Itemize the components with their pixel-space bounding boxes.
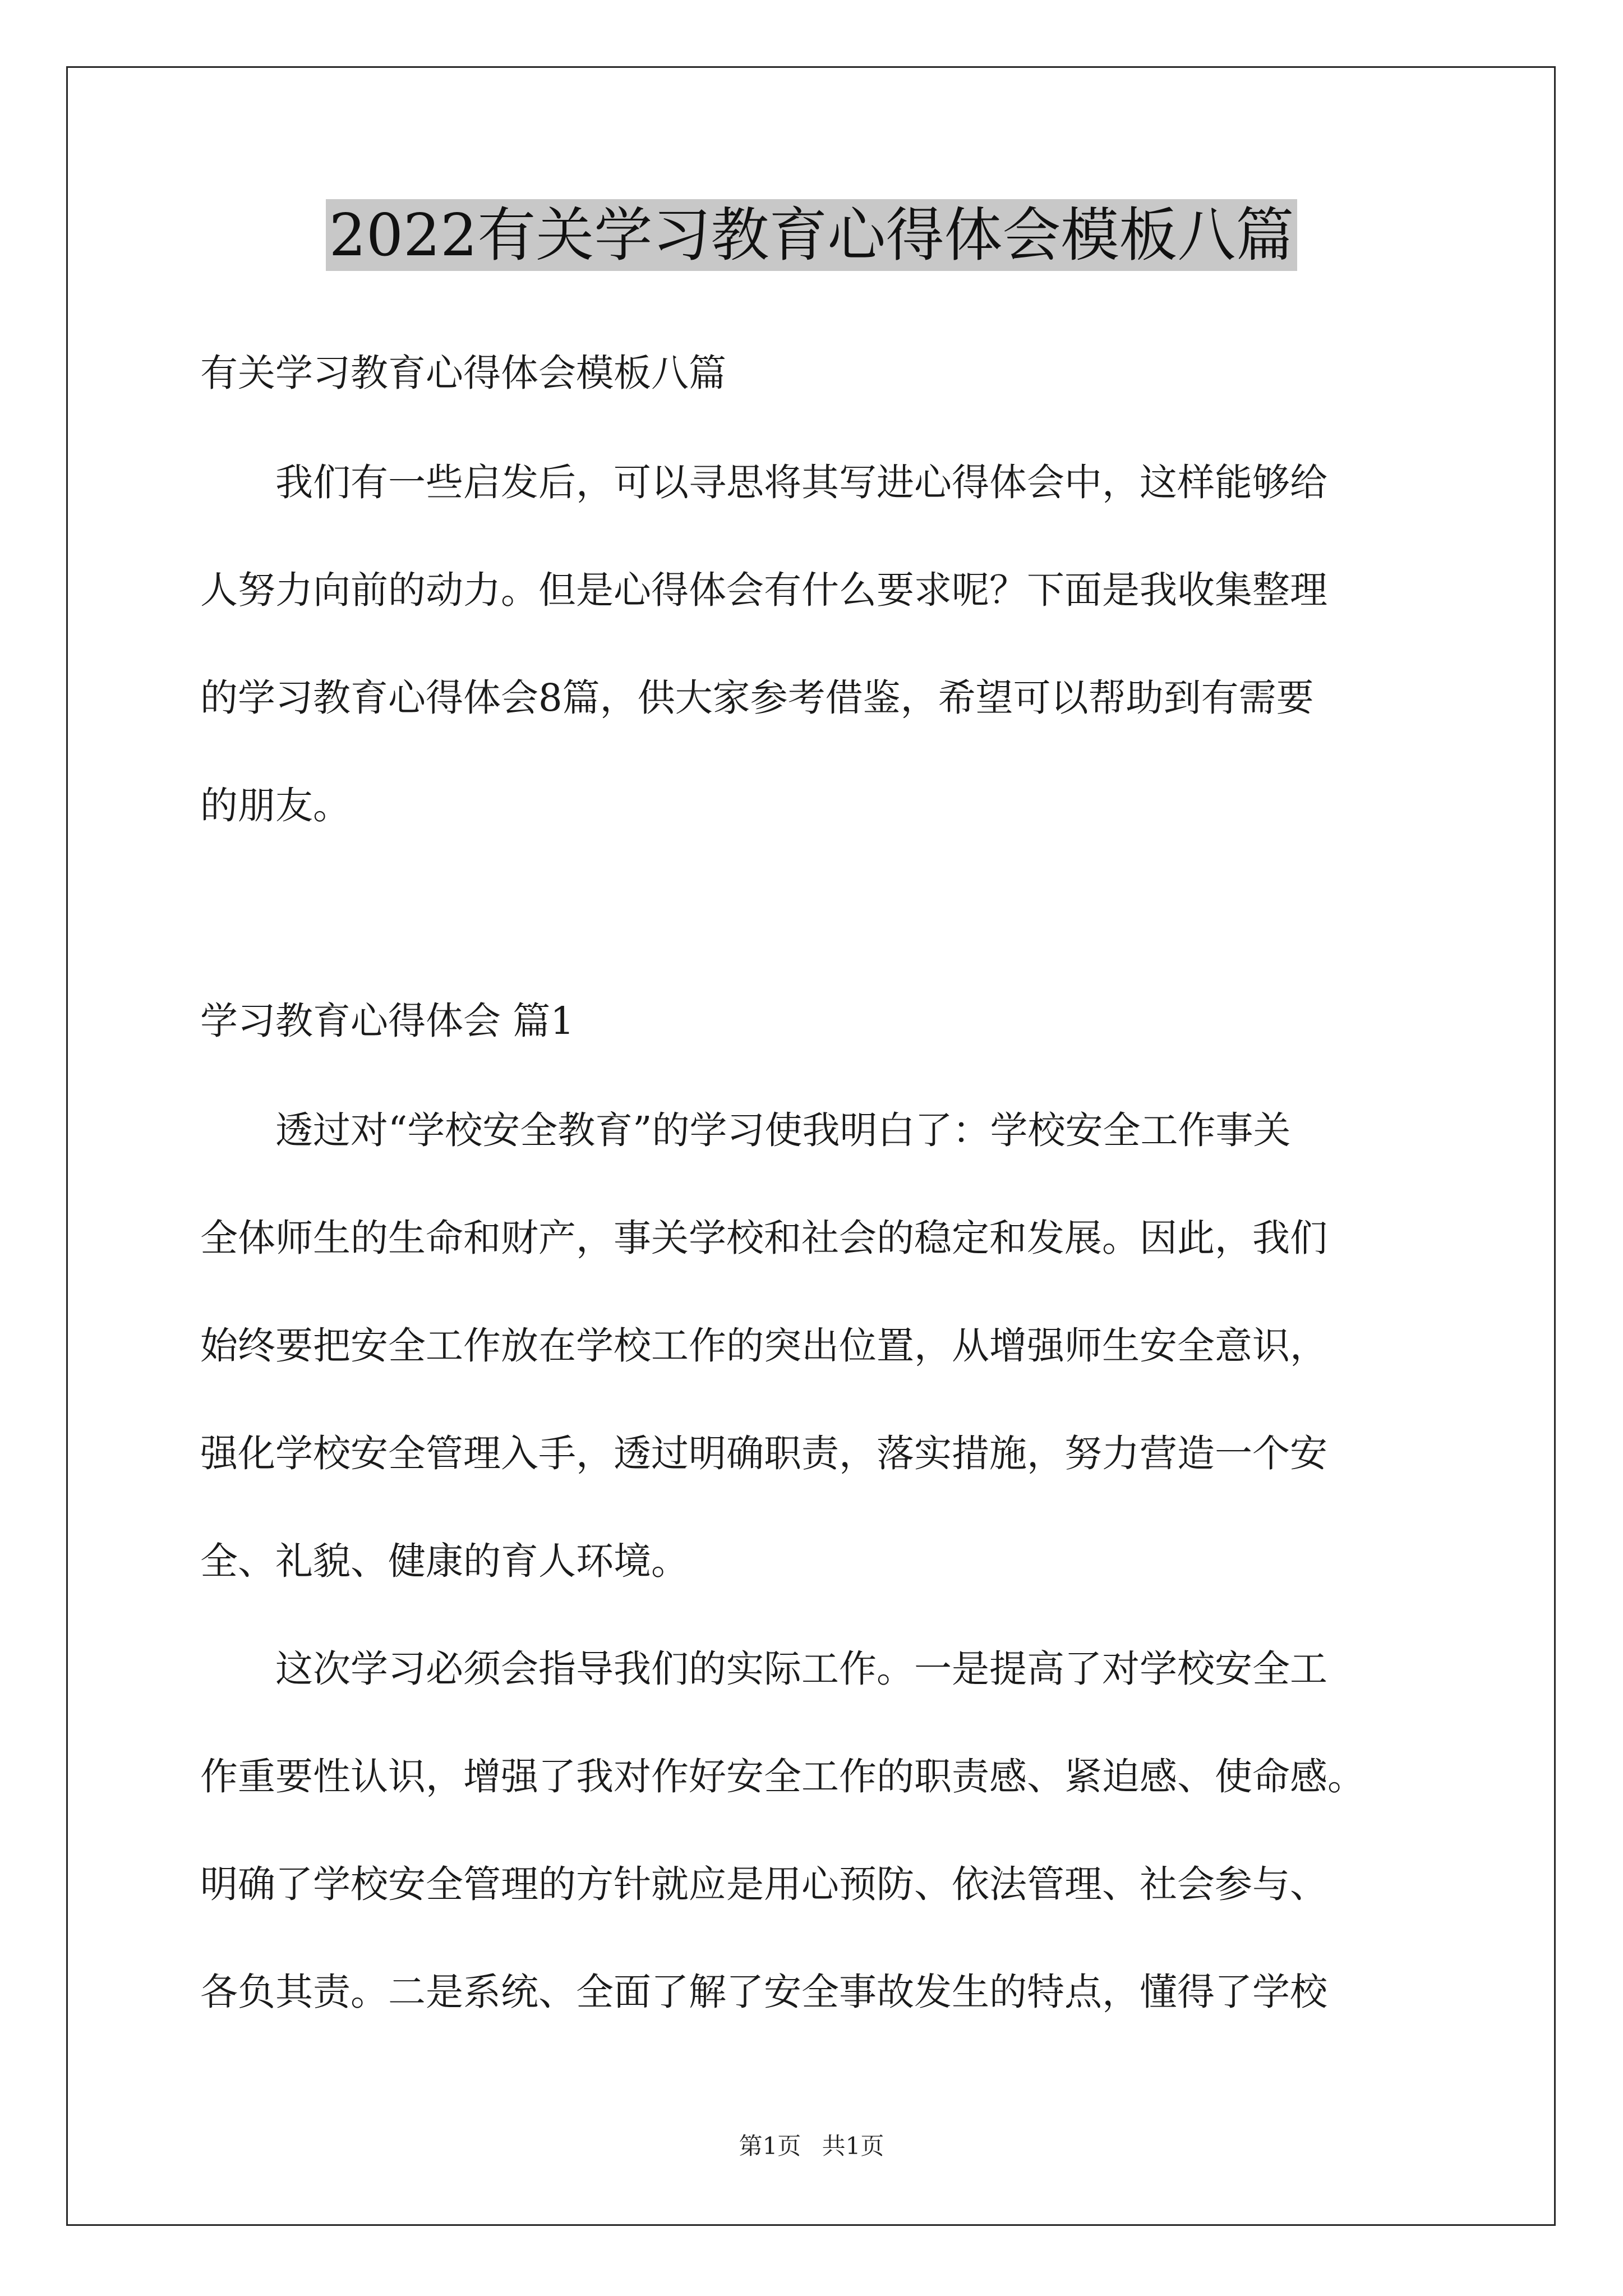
paragraph-line: 作重要性认识，增强了我对作好安全工作的职责感、紧迫感、使命感。 (200, 1755, 1365, 1798)
paragraph-line: 的朋友。 (200, 784, 351, 827)
page-number: 第1页 (739, 2132, 801, 2160)
paragraph-line: 强化学校安全管理入手，透过明确职责，落实措施，努力营造一个安 (200, 1432, 1327, 1475)
paragraph-line: 透过对“学校安全教育”的学习使我明白了：学校安全工作事关 (275, 1108, 1291, 1152)
paragraph-line: 全体师生的生命和财产，事关学校和社会的稳定和发展。因此，我们 (200, 1216, 1327, 1260)
page-footer (0, 2131, 1623, 2162)
page-total: 共1页 (822, 2132, 884, 2160)
section-heading: 学习教育心得体会 篇1 (200, 999, 574, 1043)
paragraph-line: 我们有一些启发后，可以寻思将其写进心得体会中，这样能够给 (275, 461, 1327, 504)
paragraph-line: 这次学习必须会指导我们的实际工作。一是提高了对学校安全工 (275, 1647, 1327, 1691)
paragraph-line: 明确了学校安全管理的方针就应是用心预防、依法管理、社会参与、 (200, 1862, 1327, 1906)
document-title-container (0, 199, 1623, 272)
paragraph-line: 人努力向前的动力。但是心得体会有什么要求呢？下面是我收集整理 (200, 568, 1327, 612)
subtitle-line: 有关学习教育心得体会模板八篇 (200, 351, 726, 395)
paragraph-line: 的学习教育心得体会8篇，供大家参考借鉴，希望可以帮助到有需要 (200, 676, 1314, 720)
paragraph-line: 全、礼貌、健康的育人环境。 (200, 1539, 689, 1583)
paragraph-line: 始终要把安全工作放在学校工作的突出位置，从增强师生安全意识， (200, 1324, 1327, 1368)
paragraph-line: 各负其责。二是系统、全面了解了安全事故发生的特点，懂得了学校 (200, 1970, 1327, 2014)
document-title: 2022有关学习教育心得体会模板八篇 (326, 199, 1298, 271)
